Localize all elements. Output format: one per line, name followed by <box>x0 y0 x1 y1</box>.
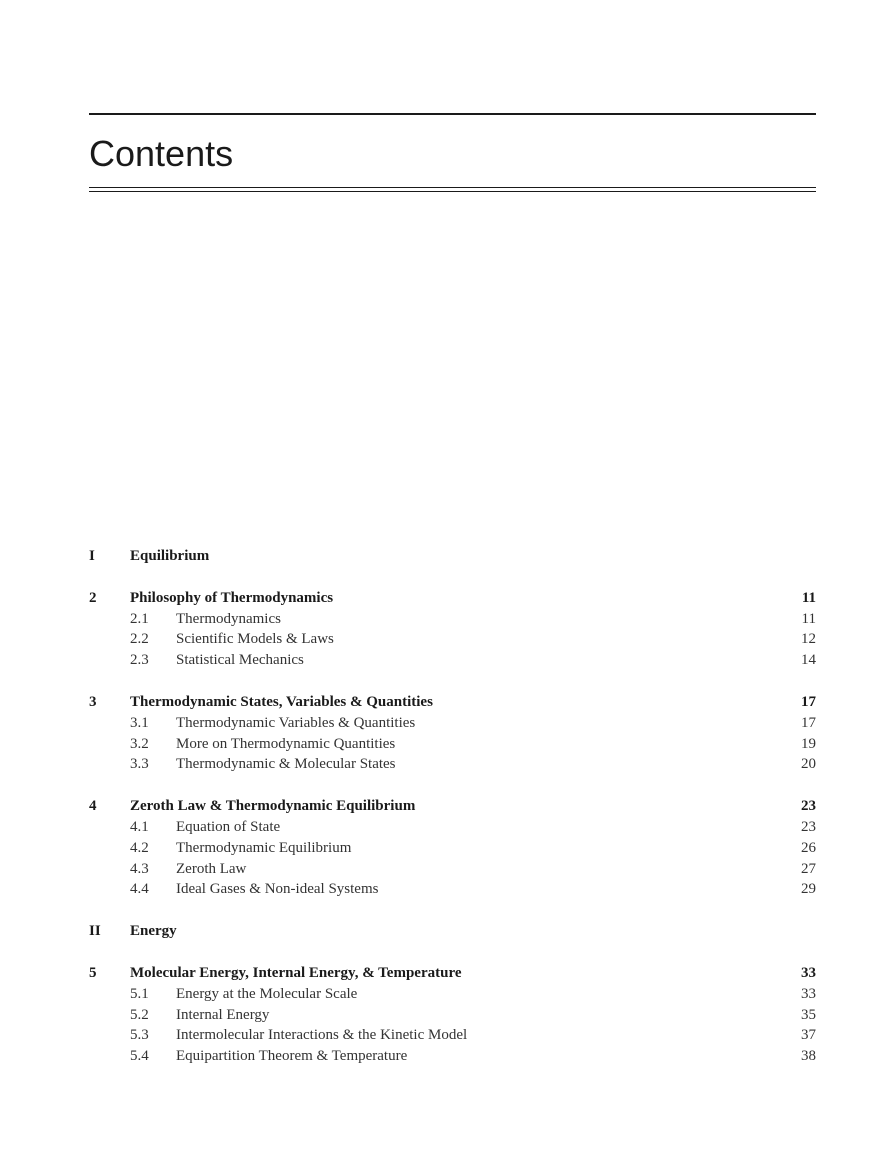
section-title: Thermodynamic & Molecular States <box>176 756 396 773</box>
toc-chapter-entry[interactable] <box>89 692 816 713</box>
toc-section-entry[interactable] <box>89 838 816 859</box>
toc-section-entry[interactable] <box>89 650 816 671</box>
toc-section-entry[interactable] <box>89 984 816 1005</box>
part-title: Equilibrium <box>130 548 210 564</box>
section-page-number: 27 <box>801 860 816 877</box>
part-number: I <box>89 548 95 564</box>
section-page-number: 33 <box>801 985 816 1002</box>
section-page-number: 19 <box>801 735 816 752</box>
section-number: 5.4 <box>130 1048 149 1065</box>
section-page-number: 29 <box>801 881 816 898</box>
section-title: Thermodynamic Equilibrium <box>176 839 352 856</box>
section-page-number: 26 <box>801 839 816 856</box>
chapter-number: 2 <box>89 589 97 606</box>
section-title: Internal Energy <box>176 1006 270 1023</box>
section-number: 3.1 <box>130 714 149 731</box>
table-of-contents <box>89 546 816 1088</box>
section-title: Zeroth Law <box>176 860 247 877</box>
section-title: Equation of State <box>176 818 281 835</box>
chapter-number: 5 <box>89 964 97 981</box>
chapter-page-number: 17 <box>801 693 816 710</box>
toc-section-entry[interactable] <box>89 713 816 734</box>
chapter-number: 3 <box>89 693 97 710</box>
section-number: 5.1 <box>130 985 149 1002</box>
section-number: 4.4 <box>130 881 149 898</box>
toc-part-heading <box>89 921 816 942</box>
section-title: Ideal Gases & Non-ideal Systems <box>176 881 379 898</box>
toc-chapter <box>89 692 816 775</box>
chapter-page-number: 33 <box>801 964 816 981</box>
toc-chapter-entry[interactable] <box>89 963 816 984</box>
toc-chapter <box>89 796 816 900</box>
toc-part-heading <box>89 546 816 567</box>
chapter-title: Molecular Energy, Internal Energy, & Temperature <box>130 964 462 981</box>
section-number: 4.3 <box>130 860 149 877</box>
section-page-number: 23 <box>801 818 816 835</box>
section-number: 2.3 <box>130 652 149 669</box>
toc-chapter-entry[interactable] <box>89 796 816 817</box>
section-title: Scientific Models & Laws <box>176 631 334 648</box>
section-number: 2.2 <box>130 631 149 648</box>
section-number: 4.1 <box>130 818 149 835</box>
section-title: Intermolecular Interactions & the Kinetic Model <box>176 1027 468 1044</box>
toc-chapter <box>89 963 816 1067</box>
part-title: Energy <box>130 923 177 940</box>
section-page-number: 14 <box>801 652 816 669</box>
toc-section-entry[interactable] <box>89 629 816 650</box>
title-double-rule <box>89 187 816 192</box>
section-page-number: 20 <box>801 756 816 773</box>
section-title: Equipartition Theorem & Temperature <box>176 1048 408 1065</box>
section-page-number: 37 <box>801 1027 816 1044</box>
toc-section-entry[interactable] <box>89 734 816 755</box>
section-title: More on Thermodynamic Quantities <box>176 735 396 752</box>
section-number: 5.2 <box>130 1006 149 1023</box>
section-page-number: 12 <box>801 631 816 648</box>
section-number: 2.1 <box>130 610 149 627</box>
section-title: Energy at the Molecular Scale <box>176 985 358 1002</box>
toc-section-entry[interactable] <box>89 1046 816 1067</box>
top-rule <box>89 113 816 115</box>
section-page-number: 35 <box>801 1006 816 1023</box>
section-number: 5.3 <box>130 1027 149 1044</box>
section-number: 3.3 <box>130 756 149 773</box>
chapter-title: Zeroth Law & Thermodynamic Equilibrium <box>130 798 416 815</box>
toc-section-entry[interactable] <box>89 817 816 838</box>
toc-section-entry[interactable] <box>89 1005 816 1026</box>
part-number: II <box>89 923 101 940</box>
section-title: Thermodynamic Variables & Quantities <box>176 714 416 731</box>
toc-section-entry[interactable] <box>89 609 816 630</box>
section-number: 3.2 <box>130 735 149 752</box>
toc-section-entry[interactable] <box>89 859 816 880</box>
page-title: Contents <box>89 133 234 174</box>
section-page-number: 17 <box>801 714 816 731</box>
toc-section-entry[interactable] <box>89 1025 816 1046</box>
chapter-title: Philosophy of Thermodynamics <box>130 589 334 606</box>
section-number: 4.2 <box>130 839 149 856</box>
chapter-title: Thermodynamic States, Variables & Quantities <box>130 693 433 710</box>
section-page-number: 11 <box>801 610 816 627</box>
toc-chapter-entry[interactable] <box>89 588 816 609</box>
toc-chapter <box>89 588 816 671</box>
chapter-number: 4 <box>89 798 97 815</box>
chapter-page-number: 11 <box>801 589 816 606</box>
section-title: Thermodynamics <box>176 610 281 627</box>
chapter-page-number: 23 <box>801 798 816 815</box>
section-title: Statistical Mechanics <box>176 652 304 669</box>
toc-section-entry[interactable] <box>89 879 816 900</box>
toc-section-entry[interactable] <box>89 754 816 775</box>
section-page-number: 38 <box>801 1048 816 1065</box>
